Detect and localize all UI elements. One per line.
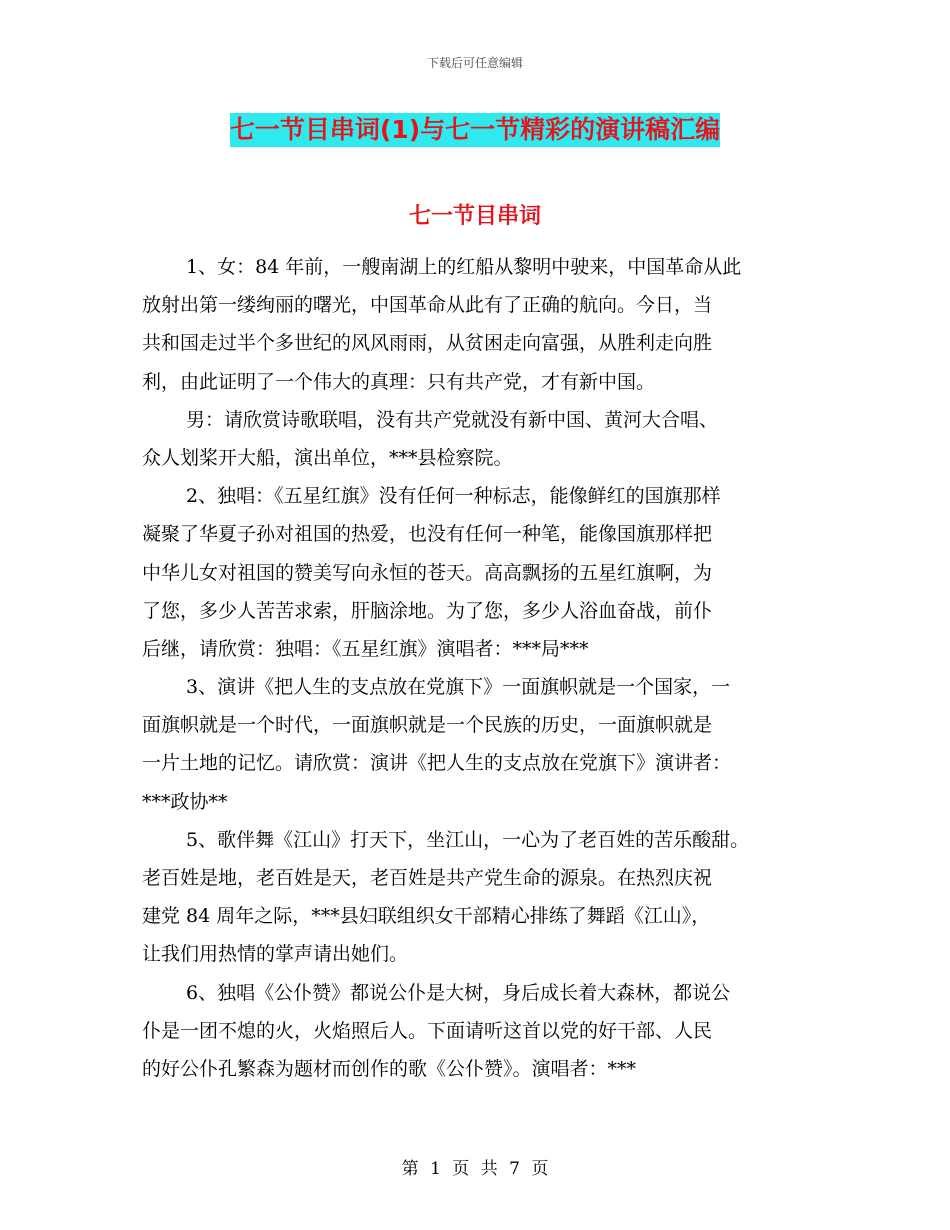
body-line: 凝聚了华夏子孙对祖国的热爱，也没有任何一种笔，能像国旗那样把 [142,523,713,546]
section-heading: 七一节目串词 [408,204,541,229]
body-line: 了您，多少人苦苦求索，肝脑涂地。为了您，多少人浴血奋战，前仆 [142,599,713,622]
body-line: 让我们用热情的掌声请出她们。 [142,943,409,966]
body-line: 利，由此证明了一个伟大的真理：只有共产党，才有新中国。 [142,370,656,393]
body-line: 老百姓是地，老百姓是天，老百姓是共产党生命的源泉。在热烈庆祝 [142,867,713,889]
body-line: ***政协** [142,790,228,813]
body-line: 放射出第一缕绚丽的曙光，中国革命从此有了正确的航向。今日，当 [142,294,713,317]
body-line: 男：请欣赏诗歌联唱，没有共产党就没有新中国、黄河大合唱、 [186,408,719,431]
body-line: 5、歌伴舞《江山》打天下，坐江山，一心为了老百姓的苦乐酸甜。 [186,828,750,851]
title-container [0,113,950,147]
body-line: 6、独唱《公仆赞》都说公仆是大树，身后成长着大森林，都说公 [186,981,731,1004]
body-line: 3、演讲《把人生的支点放在党旗下》一面旗帜就是一个国家，一 [186,676,731,699]
body-line: 建党 84 周年之际，***县妇联组织女干部精心排练了舞蹈《江山》， [142,905,711,928]
body-line: 一片土地的记忆。请欣赏：演讲《把人生的支点放在党旗下》演讲者： [142,752,732,775]
body-line: 仆是一团不熄的火，火焰照后人。下面请听这首以党的好干部、人民 [142,1019,713,1042]
body-line: 2、独唱：《五星红旗》没有任何一种标志，能像鲜红的国旗那样 [186,485,721,508]
body-line: 的好公仆孔繁森为题材而创作的歌《公仆赞》。演唱者：*** [142,1057,637,1080]
body-line: 众人划桨开大船，演出单位，***县检察院。 [142,446,513,469]
body-line: 后继，请欣赏：独唱：《五星红旗》演唱者：***局*** [142,637,589,660]
page-footer: 第 1 页 共 7 页 [401,1159,549,1179]
body-line: 共和国走过半个多世纪的风风雨雨，从贫困走向富强，从胜利走向胜 [142,332,713,355]
body-line: 中华儿女对祖国的赞美写向永恒的苍天。高高飘扬的五星红旗啊，为 [142,561,713,584]
body-line: 面旗帜就是一个时代，一面旗帜就是一个民族的历史，一面旗帜就是 [142,714,713,737]
body-line: 1、女：84 年前，一艘南湖上的红船从黎明中驶来，中国革命从此 [186,256,742,278]
document-body [142,248,818,1088]
document-title: 七一节目串词(1)与七一节精彩的演讲稿汇编 [230,113,720,147]
page-header: 下载后可任意编辑 [426,56,523,70]
